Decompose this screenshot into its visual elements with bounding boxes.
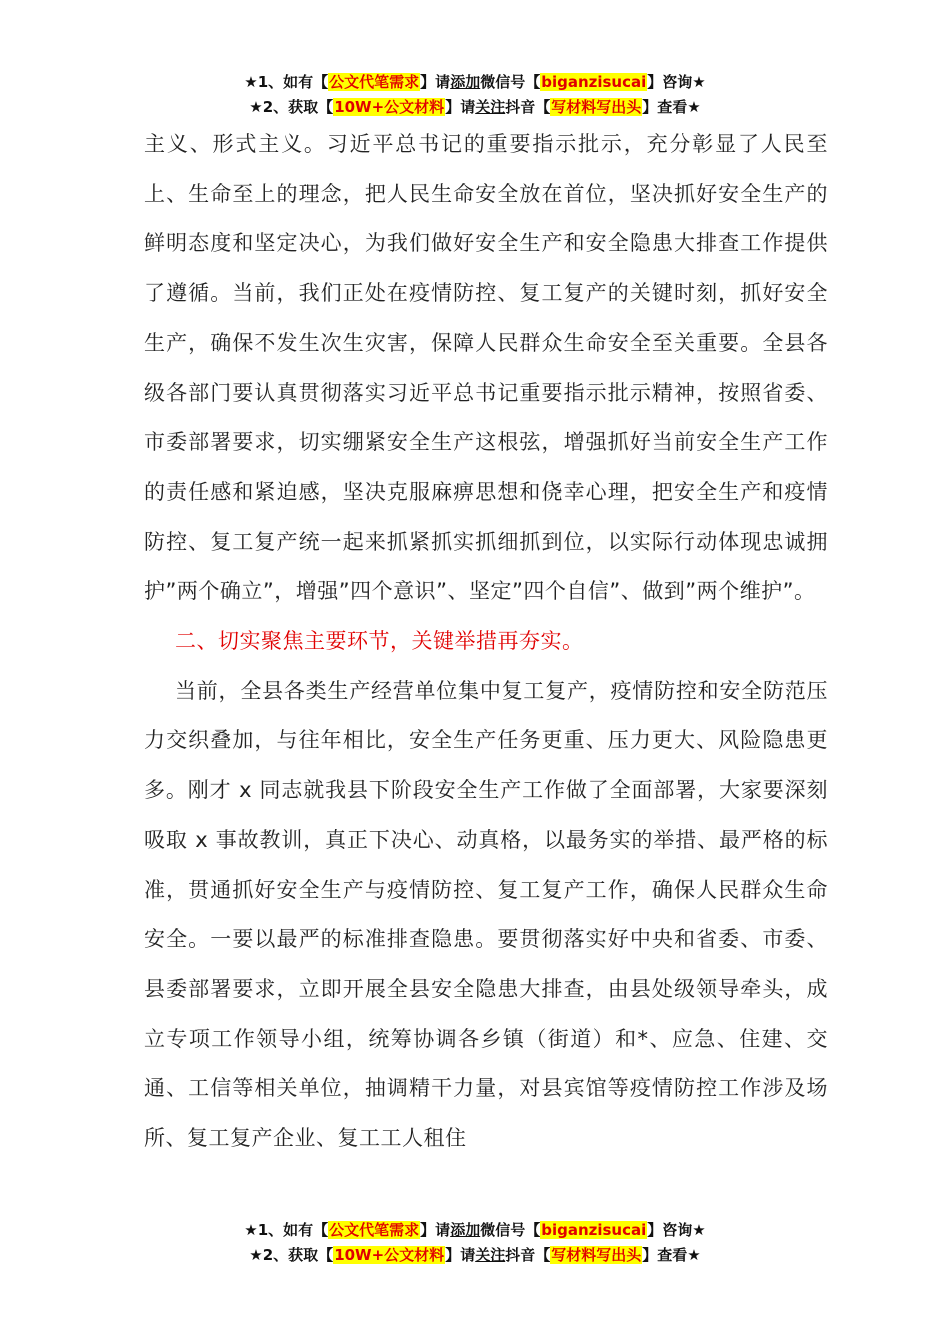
banner-line-2: ★2、获取【10W+公文材料】请关注抖音【写材料写出头】查看★ <box>249 1246 701 1264</box>
banner-highlight: 写材料写出头 <box>551 1246 642 1264</box>
banner-highlight: 写材料写出头 <box>551 98 642 116</box>
banner-highlight: 10W+公文材料 <box>334 1246 445 1264</box>
document-body <box>144 120 828 1164</box>
body-paragraph-2: 当前，全县各类生产经营单位集中复工复产，疫情防控和安全防范压力交织叠加，与往年相比，安全生产任务更重、压力更大、风险隐患更多。刚才 x 同志就我县下阶段安全生产工作做了全面部署，大家要深刻吸取 x 事故教训，真正下决心、动真格，以最务实的举措、最严格的标准，贯通抓好安全生产与疫情防控、复工复产工作，确保人民群众生命安全。一要以最严的标准排查隐患。要贯彻落实好中央和省委、市委、县委部署要求，立即开展全县安全隐患大排查，由县处级领导牵头，成立专项工作领导小组，统筹协调各乡镇（街道）和*、应急、住建、交通、工信等相关单位，抽调精干力量，对县宾馆等疫情防控工作涉及场所、复工复产企业、复工工人租住 <box>144 678 828 1151</box>
banner-line-2: ★2、获取【10W+公文材料】请关注抖音【写材料写出头】查看★ <box>249 98 701 116</box>
footer-banner <box>0 1218 950 1268</box>
banner-highlight: biganzisucai <box>541 1221 647 1239</box>
header-banner <box>0 70 950 120</box>
banner-highlight: biganzisucai <box>541 73 647 91</box>
banner-emphasis: 关注 <box>475 98 506 116</box>
banner-emphasis: 添加 <box>450 73 481 91</box>
banner-emphasis: 添加 <box>450 1221 481 1239</box>
banner-line-1: ★1、如有【公文代笔需求】请添加微信号【biganzisucai】咨询★ <box>244 1221 706 1239</box>
section-heading-2: 二、切实聚焦主要环节，关键举措再夯实。 <box>175 629 584 654</box>
body-paragraph-1: 主义、形式主义。习近平总书记的重要指示批示，充分彰显了人民至上、生命至上的理念，把人民生命安全放在首位，坚决抓好安全生产的鲜明态度和坚定决心，为我们做好安全生产和安全隐患大排查工作提供了遵循。当前，我们正处在疫情防控、复工复产的关键时刻，抓好安全生产，确保不发生次生灾害，保障人民群众生命安全至关重要。全县各级各部门要认真贯彻落实习近平总书记重要指示批示精神，按照省委、市委部署要求，切实绷紧安全生产这根弦，增强抓好当前安全生产工作的责任感和紧迫感，坚决克服麻痹思想和侥幸心理，把安全生产和疫情防控、复工复产统一起来抓紧抓实抓细抓到位，以实际行动体现忠诚拥护”两个确立”，增强”四个意识”、坚定”四个自信”、做到”两个维护”。 <box>144 132 828 604</box>
banner-line-1: ★1、如有【公文代笔需求】请添加微信号【biganzisucai】咨询★ <box>244 73 706 91</box>
banner-highlight: 公文代笔需求 <box>329 73 420 91</box>
banner-highlight: 10W+公文材料 <box>334 98 445 116</box>
banner-emphasis: 关注 <box>475 1246 506 1264</box>
banner-highlight: 公文代笔需求 <box>329 1221 420 1239</box>
